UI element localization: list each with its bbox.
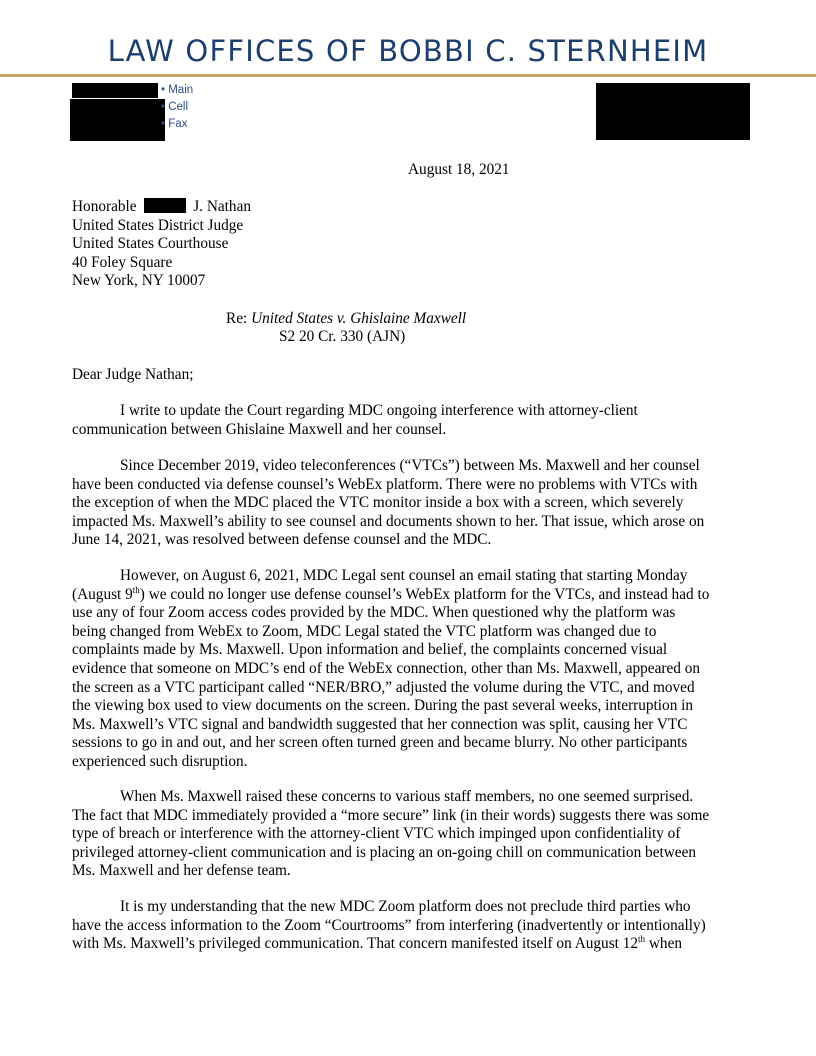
re-label: Re: bbox=[226, 310, 248, 327]
paragraph-3-line: Ms. Maxwell’s VTC signal and bandwidth suggested that her connection was split, causing her VTC bbox=[72, 715, 688, 733]
paragraph-3-line: the screen as a VTC participant called “NER/BRO,” adjusted the volume during the VTC, and moved bbox=[72, 678, 695, 696]
contact-cell-label: • Cell bbox=[161, 101, 189, 113]
redaction-judge-first-name bbox=[144, 198, 186, 213]
paragraph-3 bbox=[72, 567, 752, 772]
paragraph-3-line: complaints made by Ms. Maxwell. Upon information and belief, the complaints concerned visual bbox=[72, 641, 668, 659]
paragraph-3-line: being changed from WebEx to Zoom, MDC Legal stated the VTC platform was changed due to bbox=[72, 622, 657, 640]
recipient-title: United States District Judge bbox=[72, 216, 244, 234]
paragraph-5-line bbox=[72, 935, 752, 954]
paragraph-4-line: type of breach or interference with the attorney-client VTC which impinged upon confidentiality of bbox=[72, 825, 681, 843]
paragraph-2-line: impacted Ms. Maxwell’s ability to see counsel and documents shown to her. That issue, which arose on bbox=[72, 512, 705, 530]
paragraph-4 bbox=[72, 788, 752, 881]
paragraph-4-line: The fact that MDC immediately provided a “more secure” link (in their words) suggests there was some bbox=[72, 806, 710, 824]
recipient-block bbox=[72, 198, 251, 291]
redaction-phone-main bbox=[72, 83, 158, 98]
paragraph-3-line: the viewing box used to view documents on the screen. During the past several weeks, interruption in bbox=[72, 697, 694, 715]
contact-fax-label: • Fax bbox=[161, 118, 188, 130]
re-docket: S2 20 Cr. 330 (AJN) bbox=[279, 328, 406, 345]
paragraph-3-line: evidence that someone on MDC’s end of the WebEx connection, other than Ms. Maxwell, appeared on bbox=[72, 659, 701, 677]
paragraph-3-line: However, on August 6, 2021, MDC Legal sent counsel an email stating that starting Monday bbox=[120, 567, 688, 584]
paragraph-2 bbox=[72, 457, 752, 550]
paragraph-3-text: ) we could no longer use defense counsel’s WebEx platform for the VTCs, and instead had to bbox=[139, 585, 710, 603]
redaction-phone-cell-fax bbox=[70, 99, 165, 141]
redaction-address bbox=[596, 83, 750, 140]
paragraph-2-line: June 14, 2021, was resolved between defense counsel and the MDC. bbox=[72, 531, 492, 549]
paragraph-2-line: the exception of when the MDC placed the VTC monitor inside a box with a screen, which severely bbox=[72, 494, 684, 512]
letter-date: August 18, 2021 bbox=[408, 161, 510, 178]
paragraph-3-line: use any of four Zoom access codes provided by the MDC. When questioned why the platform was bbox=[72, 604, 676, 622]
salutation: Dear Judge Nathan; bbox=[72, 366, 194, 383]
header-divider bbox=[0, 74, 816, 77]
paragraph-3-text: (August 9 bbox=[72, 585, 133, 603]
letterhead-title: LAW OFFICES OF BOBBI C. STERNHEIM bbox=[107, 34, 709, 68]
paragraph-5-text: with Ms. Maxwell’s privileged communication. That concern manifested itself on August 12 bbox=[72, 935, 639, 953]
paragraph-4-line: When Ms. Maxwell raised these concerns to various staff members, no one seemed surprised. bbox=[120, 788, 694, 805]
paragraph-1-line: communication between Ghislaine Maxwell and her counsel. bbox=[72, 420, 447, 438]
paragraph-5-text: when bbox=[645, 935, 683, 953]
paragraph-5-line: It is my understanding that the new MDC Zoom platform does not preclude third parties who bbox=[120, 898, 691, 915]
paragraph-2-line: Since December 2019, video teleconferences (“VTCs”) between Ms. Maxwell and her counsel bbox=[120, 457, 700, 474]
recipient-honorific: Honorable bbox=[72, 198, 137, 215]
paragraph-1 bbox=[72, 402, 752, 439]
recipient-street: 40 Foley Square bbox=[72, 253, 173, 271]
re-case-name: United States v. Ghislaine Maxwell bbox=[251, 310, 467, 327]
ordinal-superscript: th bbox=[638, 934, 646, 945]
paragraph-4-line: Ms. Maxwell and her defense team. bbox=[72, 862, 291, 880]
recipient-courthouse: United States Courthouse bbox=[72, 235, 229, 253]
contact-main-label: • Main bbox=[161, 84, 194, 96]
contact-labels bbox=[161, 82, 193, 133]
paragraph-4-line: privileged attorney-client communication and is placing an on-going chill on communication between bbox=[72, 843, 697, 861]
ordinal-superscript: th bbox=[132, 584, 140, 595]
paragraph-3-line bbox=[72, 586, 752, 605]
recipient-name-suffix: J. Nathan bbox=[193, 198, 252, 215]
re-line bbox=[226, 310, 466, 329]
paragraph-3-line: sessions to go in and out, and her screen often turned green and became blurry. No other participants bbox=[72, 734, 688, 752]
paragraph-3-line: experienced such disruption. bbox=[72, 752, 248, 770]
paragraph-1-line: I write to update the Court regarding MDC ongoing interference with attorney-client bbox=[120, 402, 638, 419]
paragraph-5-line: have the access information to the Zoom “Courtrooms” from interfering (inadvertently or intentionally) bbox=[72, 916, 706, 934]
recipient-name-line bbox=[72, 198, 251, 217]
paragraph-5 bbox=[72, 898, 752, 954]
recipient-city: New York, NY 10007 bbox=[72, 272, 206, 290]
paragraph-2-line: have been conducted via defense counsel’s WebEx platform. There were no problems with VTCs with bbox=[72, 475, 698, 493]
